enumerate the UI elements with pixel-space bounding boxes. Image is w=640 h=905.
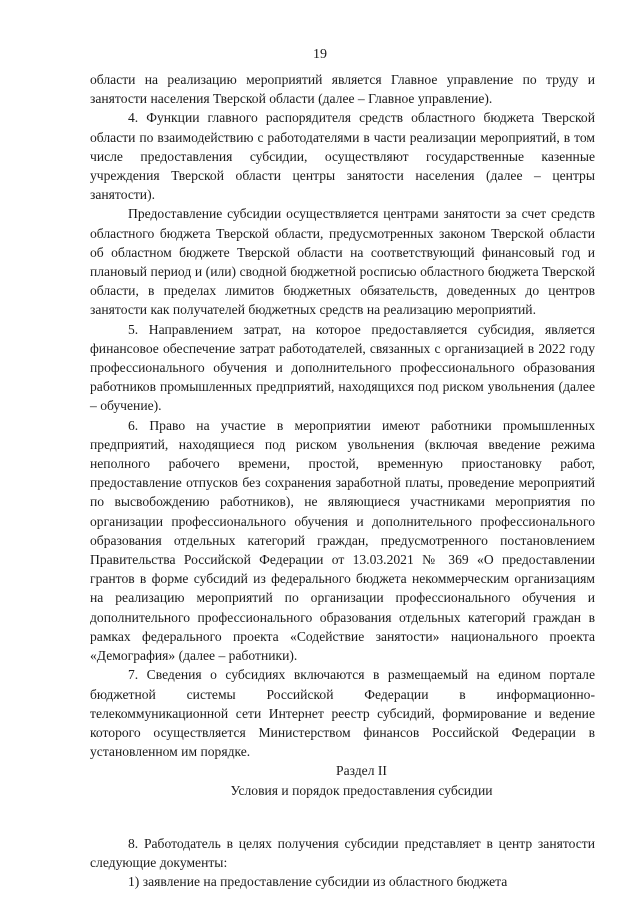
section-number: Раздел II bbox=[336, 763, 387, 779]
paragraph-subsidy-funding: Предоставление субсидии осуществляется центрами занятости за счет средств областного бюджета Тверской области, предусмотренных законом Тверской области об областном бюджете Тверской области на соответствующий финансовый год и плановый период и (или) сводной бюджетной росписью областного бюджета Тверской области, в пределах лимитов бюджетных обязательств, доведенных до центров занятости как получателей бюджетных средств на реализацию мероприятий. bbox=[90, 206, 595, 318]
paragraph-continuation: области на реализацию мероприятий является Главное управление по труду и занятости населения Тверской области (далее – Главное управление). bbox=[90, 72, 595, 107]
paragraph-item-7: 7. Сведения о субсидиях включаются в размещаемый на едином портале бюджетной системы Российской Федерации в информационно-телекоммуникационной сети Интернет реестр субсидий, формирование и ведение которого осуществляется Министерством финансов Российской Федерации в установленном им порядке. bbox=[90, 667, 595, 760]
document-body bbox=[90, 70, 595, 891]
section-spacer bbox=[90, 800, 595, 834]
paragraph-item-8-1: 1) заявление на предоставление субсидии из областного бюджета bbox=[128, 874, 508, 890]
paragraph-item-5: 5. Направлением затрат, на которое предоставляется субсидия, является финансовое обеспечение затрат работодателей, связанных с организацией в 2022 году профессионального обучения и дополнительного профессионального образования работников промышленных предприятий, находящихся под риском увольнения (далее – обучение). bbox=[90, 321, 595, 414]
paragraph-item-8: 8. Работодатель в целях получения субсидии представляет в центр занятости следующие документы: bbox=[90, 835, 595, 870]
paragraph-item-6: 6. Право на участие в мероприятии имеют работники промышленных предприятий, находящиеся под риском увольнения (включая введение режима неполного рабочего времени, простой, временную приостановку работ, предоставление отпусков без сохранения заработной платы, проведение мероприятий по высвобождению работников), не являющиеся участниками мероприятия по организации профессионального обучения и дополнительного профессионального образования отдельных категорий граждан, предусмотренного постановлением Правительства Российской Федерации от 13.03.2021 № 369 «О предоставлении грантов в форме субсидий из федерального бюджета некоммерческим организациям на реализацию мероприятий по организации профессионального обучения и дополнительного профессионального образования отдельных категорий граждан в рамках федерального проекта «Содействие занятости» национального проекта «Демография» (далее – работники). bbox=[90, 417, 595, 664]
paragraph-item-4: 4. Функции главного распорядителя средств областного бюджета Тверской области по взаимодействию с работодателями в части реализации мероприятий, в том числе предоставления субсидии, осуществляют государственные казенные учреждения Тверской области центры занятости населения (далее – центры занятости). bbox=[90, 110, 595, 203]
page-number: 19 bbox=[313, 47, 327, 62]
section-title: Условия и порядок предоставления субсидии bbox=[230, 782, 493, 798]
